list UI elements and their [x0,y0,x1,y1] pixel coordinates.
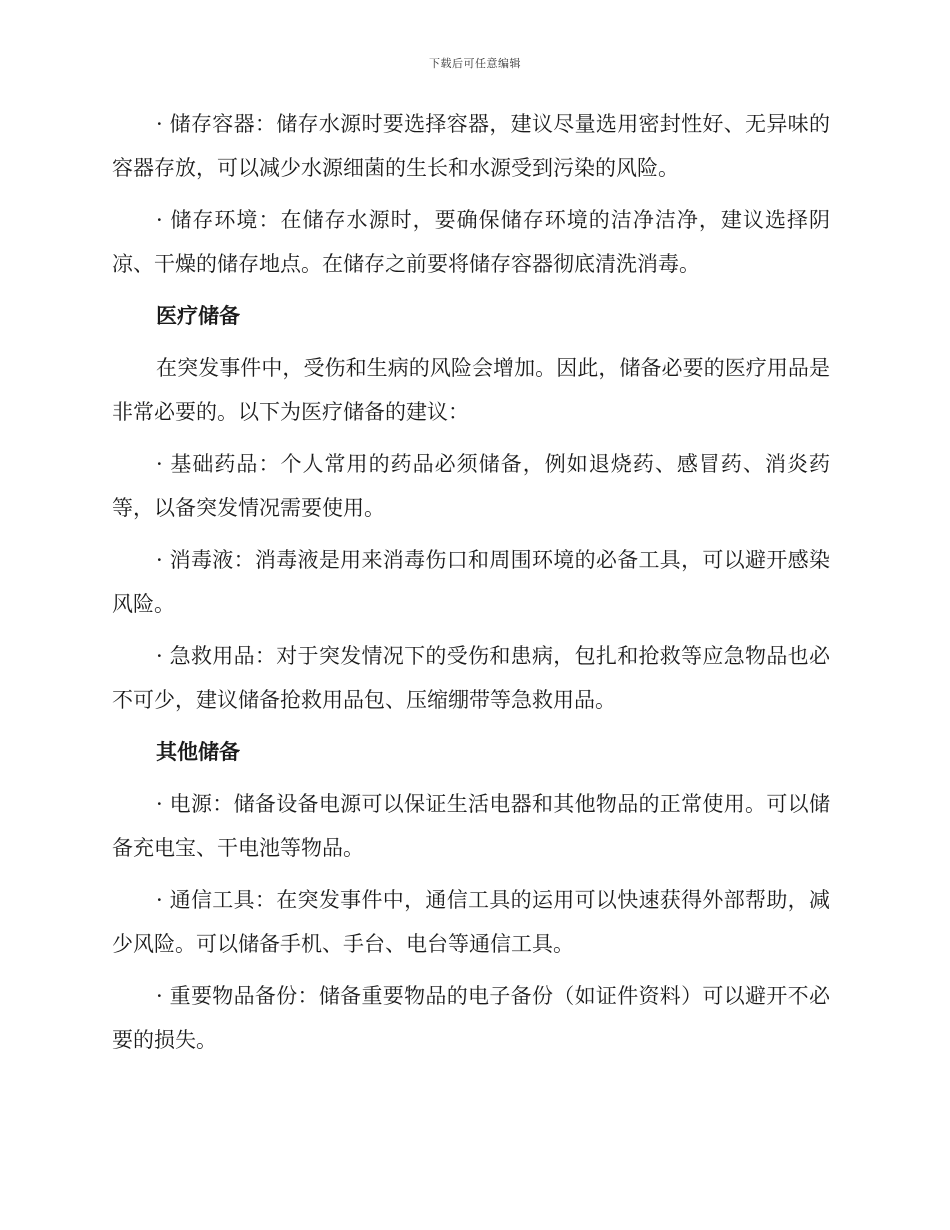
paragraph-power: · 电源：储备设备电源可以保证生活电器和其他物品的正常使用。可以储备充电宝、干电池等物品。 [112,792,830,860]
section-heading-medical: 医疗储备 [156,304,240,328]
paragraph-storage-container: · 储存容器：储存水源时要选择容器，建议尽量选用密封性好、无异味的容器存放，可以减少水源细菌的生长和水源受到污染的风险。 [112,112,830,180]
page-header: 下载后可任意编辑 [429,57,521,70]
paragraph-disinfectant: · 消毒液：消毒液是用来消毒伤口和周围环境的必备工具，可以避开感染风险。 [112,548,830,616]
paragraph-medical-intro: 在突发事件中，受伤和生病的风险会增加。因此，储备必要的医疗用品是非常必要的。以下为医疗储备的建议： [112,356,830,424]
paragraph-communication: · 通信工具：在突发事件中，通信工具的运用可以快速获得外部帮助，减少风险。可以储备手机、手台、电台等通信工具。 [112,888,830,956]
paragraph-basic-medicine: · 基础药品：个人常用的药品必须储备，例如退烧药、感冒药、消炎药等，以备突发情况需要使用。 [112,452,830,520]
paragraph-first-aid: · 急救用品：对于突发情况下的受伤和患病，包扎和抢救等应急物品也必不可少，建议储备抢救用品包、压缩绷带等急救用品。 [112,644,830,712]
paragraph-backup: · 重要物品备份：储备重要物品的电子备份（如证件资料）可以避开不必要的损失。 [112,984,830,1052]
document-body [112,102,830,1070]
section-heading-other: 其他储备 [156,740,240,764]
paragraph-storage-environment: · 储存环境：在储存水源时，要确保储存环境的洁净洁净，建议选择阴凉、干燥的储存地点。在储存之前要将储存容器彻底清洗消毒。 [112,208,830,276]
